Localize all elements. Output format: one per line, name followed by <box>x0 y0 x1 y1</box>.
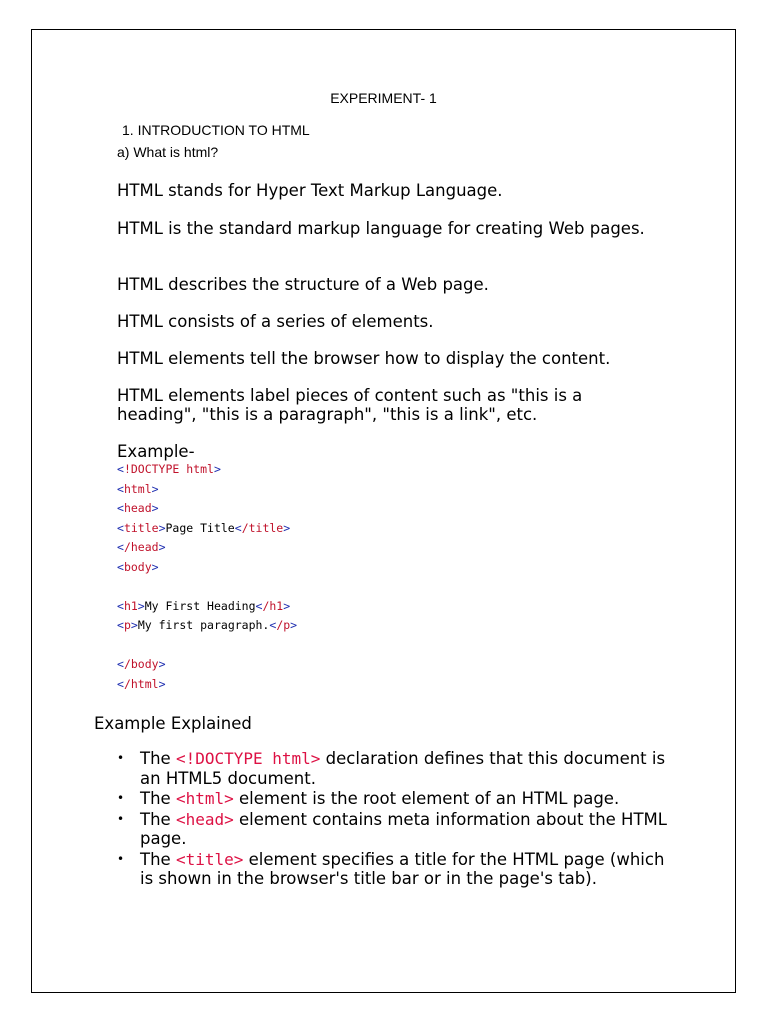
subsection-heading: a) What is html? <box>117 144 219 160</box>
code-line: <head> <box>117 501 159 515</box>
paragraph-4: HTML consists of a series of elements. <box>117 312 434 331</box>
paragraph-1: HTML stands for Hyper Text Markup Language. <box>117 181 503 200</box>
list-item: • The <html> element is the root element of an HTML page. <box>117 789 620 808</box>
code-line: <body> <box>117 559 159 574</box>
code-line: </html> <box>117 676 166 691</box>
code-blank-line <box>117 577 297 597</box>
document-page <box>31 29 736 993</box>
list-item: • The <title> element specifies a title for the HTML page (which is shown in the browser's title bar or in the page's tab). <box>117 849 665 888</box>
code-line: <!DOCTYPE html> <box>117 462 221 476</box>
example-explained-heading: Example Explained <box>94 714 252 733</box>
code-block <box>117 460 297 694</box>
bullet-icon: • <box>117 791 125 805</box>
code-line: </head> <box>117 540 166 554</box>
code-line: <html> <box>117 481 159 496</box>
paragraph-6: HTML elements label pieces of content such as "this is a heading", "this is a paragraph", "this is a link", etc. <box>117 386 583 424</box>
list-item: • The <!DOCTYPE html> declaration defines that this document is an HTML5 document. <box>117 749 666 788</box>
code-line: <title>Page Title</title> <box>117 520 291 535</box>
code-line: <h1>My First Heading</h1> <box>117 598 291 613</box>
explanation-list <box>117 749 677 890</box>
bullet-icon: • <box>117 751 125 765</box>
example-label: Example- <box>117 442 195 461</box>
paragraph-2: HTML is the standard markup language for creating Web pages. <box>117 219 645 238</box>
bullet-icon: • <box>117 851 125 866</box>
paragraph-3: HTML describes the structure of a Web page. <box>117 275 489 294</box>
code-line: </body> <box>117 657 166 671</box>
paragraph-5: HTML elements tell the browser how to display the content. <box>117 349 611 368</box>
code-line: <p>My first paragraph.</p> <box>117 618 298 632</box>
code-blank-line <box>117 636 297 656</box>
page-title: EXPERIMENT- 1 <box>330 90 437 106</box>
section-heading: 1. INTRODUCTION TO HTML <box>122 122 310 138</box>
list-item: • The <head> element contains meta information about the HTML page. <box>117 809 667 848</box>
bullet-icon: • <box>117 811 125 826</box>
